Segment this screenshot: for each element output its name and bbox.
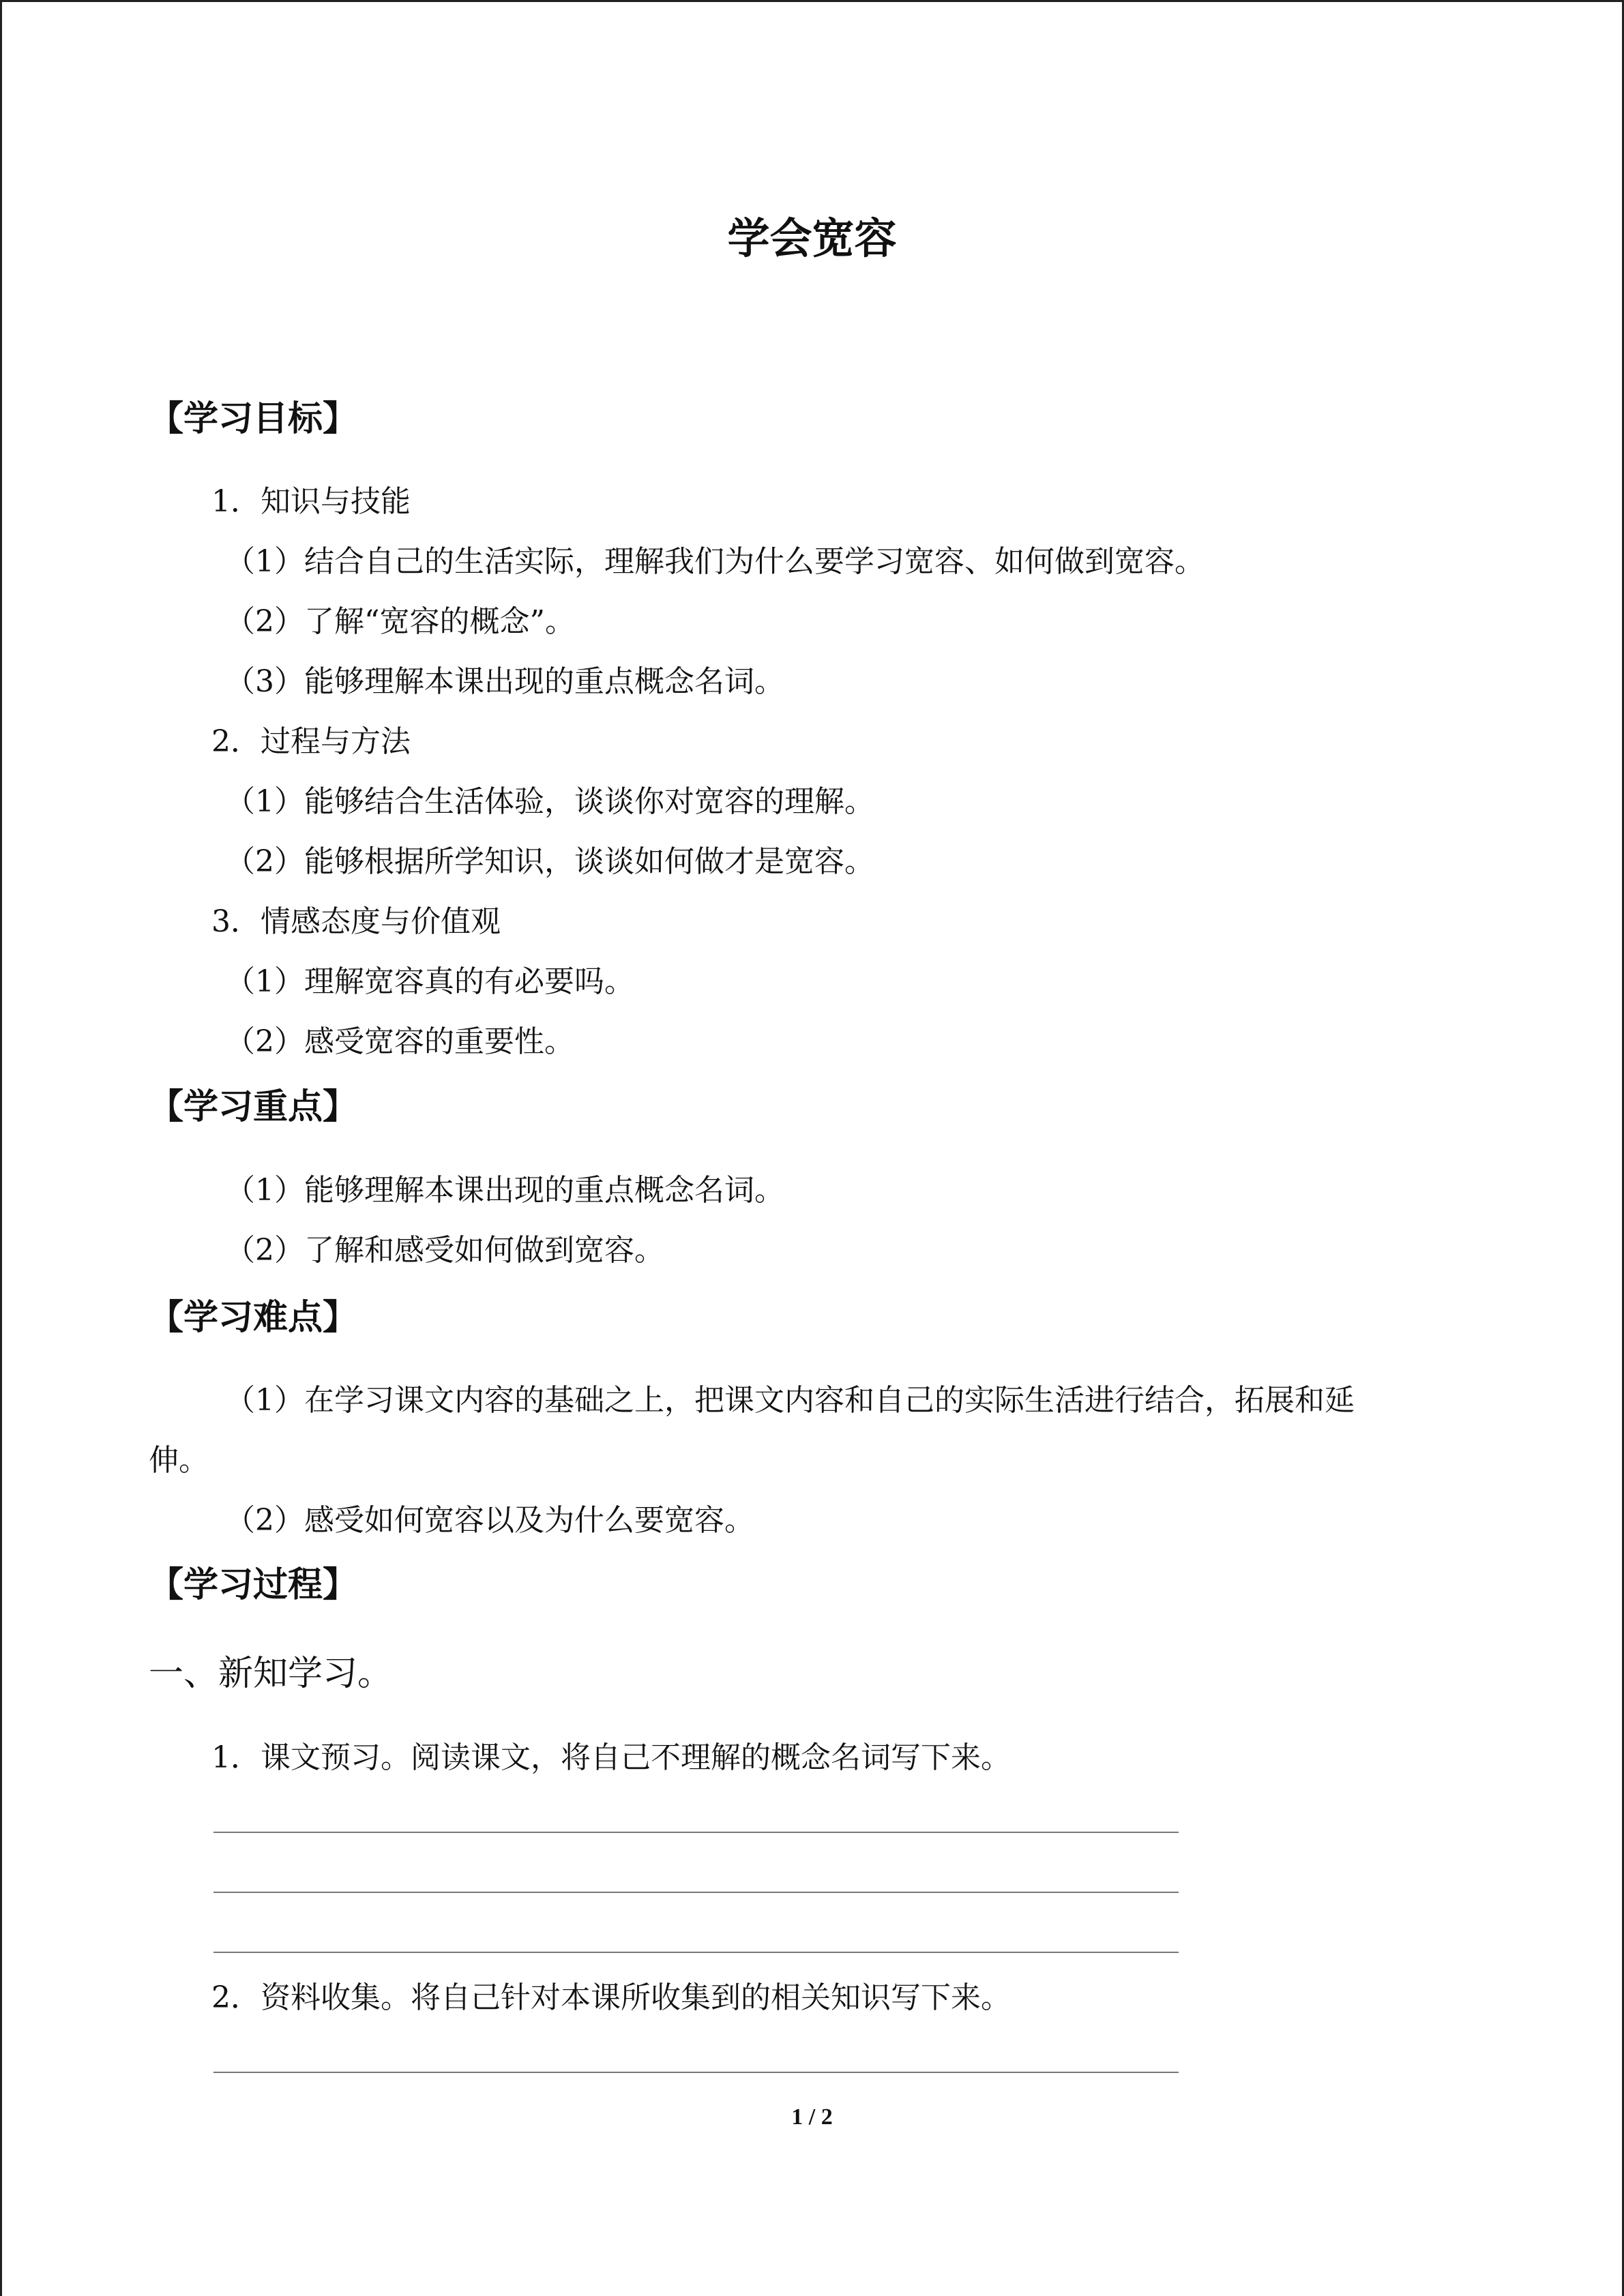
key-point-line: （2）了解和感受如何做到宽容。 xyxy=(225,1233,664,1268)
goal-line: 1．知识与技能 xyxy=(211,484,411,519)
goal-line: （2）感受宽容的重要性。 xyxy=(225,1024,574,1059)
process-item: 2．资料收集。将自己针对本课所收集到的相关知识写下来。 xyxy=(211,1980,1011,2015)
document-title: 学会宽容 xyxy=(727,213,897,263)
answer-line[interactable] xyxy=(213,2072,1179,2073)
page-border-top xyxy=(0,0,1624,2)
answer-line[interactable] xyxy=(213,1892,1179,1893)
heading-difficulties: 【学习难点】 xyxy=(149,1298,358,1338)
key-point-line: （1）能够理解本课出现的重点概念名词。 xyxy=(225,1173,784,1208)
heading-key-points: 【学习重点】 xyxy=(149,1087,358,1127)
goal-line: （3）能够理解本课出现的重点概念名词。 xyxy=(225,664,784,699)
goal-line: （1）理解宽容真的有必要吗。 xyxy=(225,964,634,999)
difficulty-line: （1）在学习课文内容的基础之上，把课文内容和自己的实际生活进行结合，拓展和延 xyxy=(225,1383,1355,1418)
goal-line: （1）能够结合生活体验，谈谈你对宽容的理解。 xyxy=(225,784,874,819)
difficulty-line: （2）感受如何宽容以及为什么要宽容。 xyxy=(225,1503,754,1538)
goal-line: （2）了解“宽容的概念”。 xyxy=(225,604,575,639)
heading-learning-goals: 【学习目标】 xyxy=(149,399,358,439)
process-item: 1．课文预习。阅读课文，将自己不理解的概念名词写下来。 xyxy=(211,1740,1011,1775)
difficulty-line: 伸。 xyxy=(149,1443,209,1478)
answer-line[interactable] xyxy=(213,1952,1179,1953)
goal-line: （1）结合自己的生活实际，理解我们为什么要学习宽容、如何做到宽容。 xyxy=(225,544,1205,579)
page-number: 1 / 2 xyxy=(791,2104,833,2130)
page-border-left xyxy=(0,0,2,2296)
part-title: 一、新知学习。 xyxy=(149,1654,393,1694)
goal-line: （2）能够根据所学知识，谈谈如何做才是宽容。 xyxy=(225,844,874,879)
answer-line[interactable] xyxy=(213,1832,1179,1833)
goal-line: 2．过程与方法 xyxy=(211,724,411,759)
heading-learning-process: 【学习过程】 xyxy=(149,1565,358,1605)
goal-line: 3．情感态度与价值观 xyxy=(211,904,501,939)
